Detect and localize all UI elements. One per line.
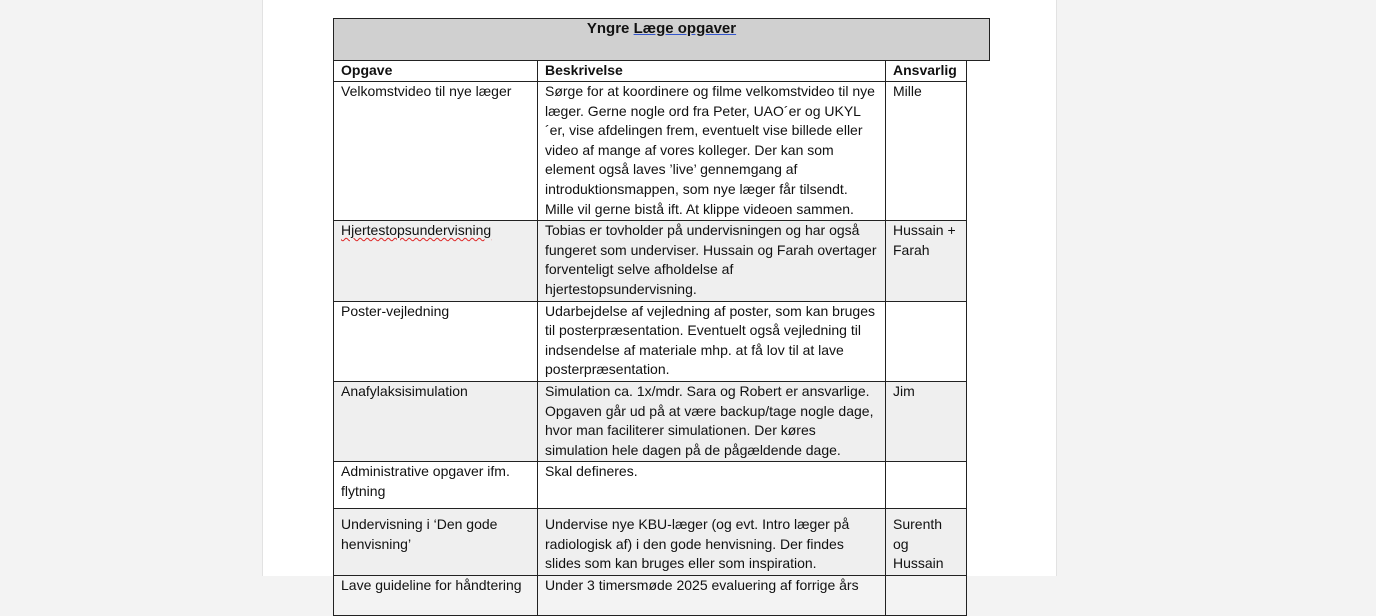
column-header-task: Opgave bbox=[334, 61, 538, 82]
column-header-responsible: Ansvarlig bbox=[886, 61, 967, 82]
responsible-cell[interactable] bbox=[886, 301, 967, 381]
task-text: Hjertestopsundervisning bbox=[341, 222, 492, 239]
responsible-cell[interactable]: Mille bbox=[886, 82, 967, 221]
responsible-cell[interactable]: Surenth og Hussain bbox=[886, 509, 967, 576]
table-row bbox=[334, 509, 967, 576]
table-title bbox=[333, 18, 990, 61]
table-row bbox=[334, 221, 967, 301]
description-cell[interactable]: Undervise nye KBU-læger (og evt. Intro læger på radiologisk af) i den gode henvisning. Der findes slides som kan bruges eller som inspiration. bbox=[538, 509, 886, 576]
description-cell[interactable]: Tobias er tovholder på undervisningen og har også fungeret som underviser. Hussain og Farah overtager forventeligt selve afholdelse af hjertestopsundervisning. bbox=[538, 221, 886, 301]
column-header-description: Beskrivelse bbox=[538, 61, 886, 82]
table-row bbox=[334, 576, 967, 616]
document-page bbox=[262, 0, 1057, 594]
table-row bbox=[334, 301, 967, 381]
description-cell[interactable]: Sørge for at koordinere og filme velkomstvideo til nye læger. Gerne nogle ord fra Peter, UAO´er og UKYL´er, vise afdelingen frem, eventuelt vise billede eller video af mange af vores kolleger. Der kan som element også laves ’live’ gennemgang af introduktionsmappen, som nye læger får tilsendt. Mille vil gerne bistå ift. At klippe videoen sammen. bbox=[538, 82, 886, 221]
responsible-cell[interactable]: Hussain + Farah bbox=[886, 221, 967, 301]
description-cell[interactable]: Simulation ca. 1x/mdr. Sara og Robert er ansvarlige. Opgaven går ud på at være backup/tage nogle dage, hvor man faciliterer simulationen. Der køres simulation hele dagen på de pågældende dage. bbox=[538, 381, 886, 461]
task-cell[interactable]: Undervisning i ‘Den gode henvisning’ bbox=[334, 509, 538, 576]
description-cell[interactable]: Under 3 timersmøde 2025 evaluering af forrige års bbox=[538, 576, 886, 616]
table-row bbox=[334, 82, 967, 221]
responsible-cell[interactable] bbox=[886, 576, 967, 616]
task-cell[interactable]: Lave guideline for håndtering bbox=[334, 576, 538, 616]
task-cell[interactable]: Velkomstvideo til nye læger bbox=[334, 82, 538, 221]
table-row bbox=[334, 381, 967, 461]
description-cell[interactable]: Skal defineres. bbox=[538, 462, 886, 509]
responsible-cell[interactable]: Jim bbox=[886, 381, 967, 461]
title-text-part2: Læge opgaver bbox=[633, 20, 737, 37]
table-row bbox=[334, 462, 967, 509]
title-text-part1: Yngre bbox=[586, 20, 634, 37]
task-cell[interactable]: Administrative opgaver ifm. flytning bbox=[334, 462, 538, 509]
task-cell[interactable]: Anafylaksisimulation bbox=[334, 381, 538, 461]
responsible-cell[interactable] bbox=[886, 462, 967, 509]
tasks-table bbox=[333, 60, 967, 616]
task-cell[interactable]: Poster-vejledning bbox=[334, 301, 538, 381]
header-row bbox=[334, 61, 967, 82]
description-cell[interactable]: Udarbejdelse af vejledning af poster, som kan bruges til posterpræsentation. Eventuelt også vejledning til indsendelse af materiale mhp. at få lov til at lave posterpræsentation. bbox=[538, 301, 886, 381]
task-cell[interactable] bbox=[334, 221, 538, 301]
